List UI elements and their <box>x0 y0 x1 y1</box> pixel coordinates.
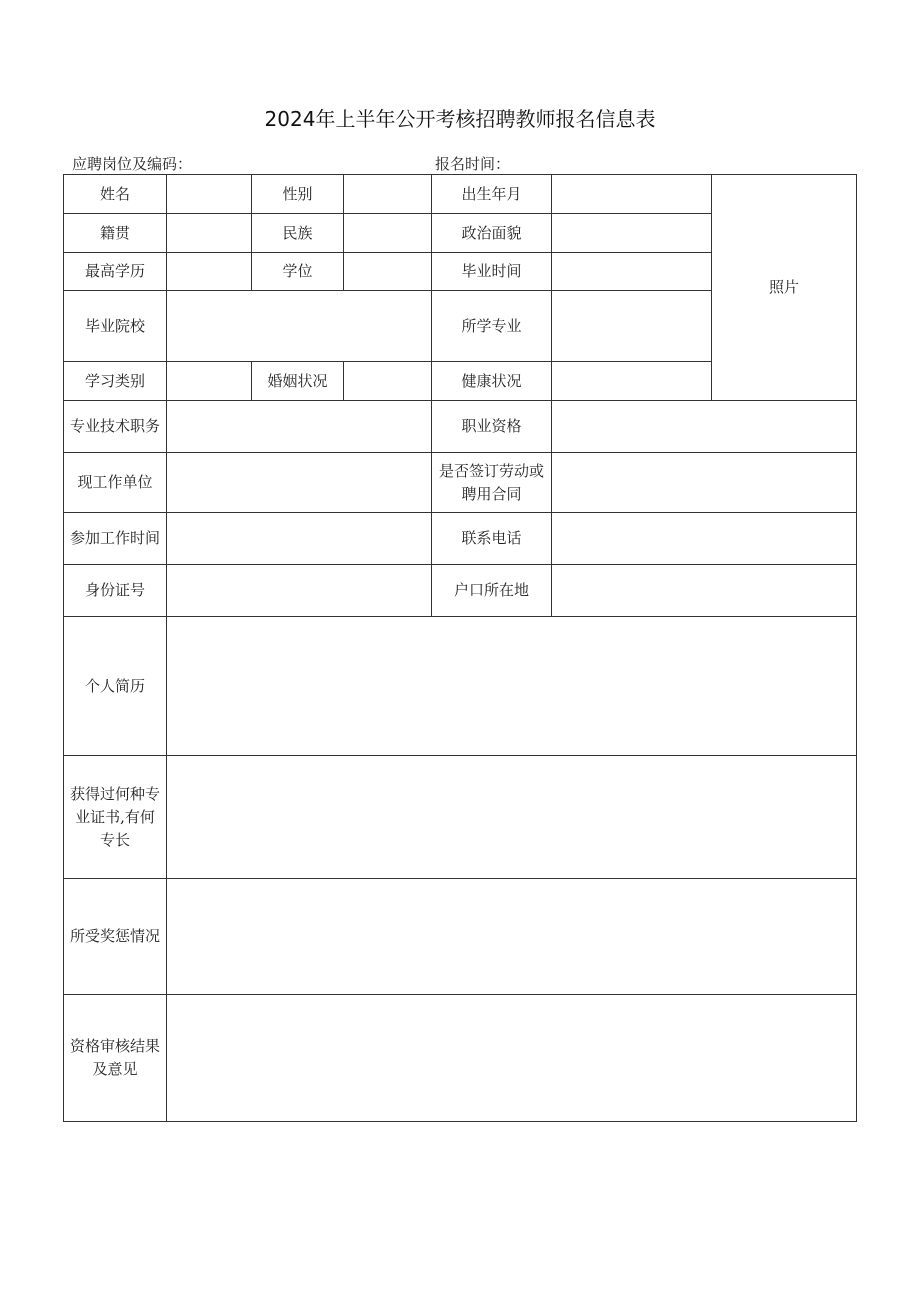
political-status-label: 政治面貌 <box>432 214 552 253</box>
professional-title-label: 专业技术职务 <box>64 401 167 453</box>
position-code-label: 应聘岗位及编码： <box>72 155 193 173</box>
native-place-field[interactable] <box>167 214 252 253</box>
resume-field[interactable] <box>167 617 857 756</box>
qualification-field[interactable] <box>552 401 857 453</box>
photo-cell[interactable] <box>712 175 857 401</box>
graduation-school-field[interactable] <box>167 291 432 362</box>
health-field[interactable] <box>552 362 712 401</box>
resume-label: 个人简历 <box>64 617 167 756</box>
labor-contract-field[interactable] <box>552 453 857 513</box>
photo-label: 照片 <box>768 278 799 296</box>
qualification-label: 职业资格 <box>432 401 552 453</box>
household-label: 户口所在地 <box>432 565 552 617</box>
household-field[interactable] <box>552 565 857 617</box>
political-status-field[interactable] <box>552 214 712 253</box>
birth-label: 出生年月 <box>432 175 552 214</box>
gender-field[interactable] <box>344 175 432 214</box>
phone-field[interactable] <box>552 513 857 565</box>
registration-form-table <box>63 174 857 1122</box>
degree-field[interactable] <box>344 253 432 291</box>
degree-label: 学位 <box>252 253 344 291</box>
education-label: 最高学历 <box>64 253 167 291</box>
study-type-field[interactable] <box>167 362 252 401</box>
page-title: 2024年上半年公开考核招聘教师报名信息表 <box>264 107 656 131</box>
study-type-label: 学习类别 <box>64 362 167 401</box>
current-employer-field[interactable] <box>167 453 432 513</box>
review-label: 资格审核结果及意见 <box>64 995 167 1122</box>
graduation-school-label: 毕业院校 <box>64 291 167 362</box>
education-field[interactable] <box>167 253 252 291</box>
birth-field[interactable] <box>552 175 712 214</box>
rewards-field[interactable] <box>167 879 857 995</box>
work-start-field[interactable] <box>167 513 432 565</box>
graduation-time-field[interactable] <box>552 253 712 291</box>
marital-status-label: 婚姻状况 <box>252 362 344 401</box>
native-place-label: 籍贯 <box>64 214 167 253</box>
rewards-label: 所受奖惩情况 <box>64 879 167 995</box>
phone-label: 联系电话 <box>432 513 552 565</box>
apply-time-label: 报名时间： <box>435 155 511 173</box>
labor-contract-label: 是否签订劳动或聘用合同 <box>432 453 552 513</box>
professional-title-field[interactable] <box>167 401 432 453</box>
marital-status-field[interactable] <box>344 362 432 401</box>
certificates-field[interactable] <box>167 756 857 879</box>
current-employer-label: 现工作单位 <box>64 453 167 513</box>
ethnicity-field[interactable] <box>344 214 432 253</box>
major-label: 所学专业 <box>432 291 552 362</box>
name-label: 姓名 <box>64 175 167 214</box>
health-label: 健康状况 <box>432 362 552 401</box>
major-field[interactable] <box>552 291 712 362</box>
id-number-label: 身份证号 <box>64 565 167 617</box>
name-field[interactable] <box>167 175 252 214</box>
ethnicity-label: 民族 <box>252 214 344 253</box>
graduation-time-label: 毕业时间 <box>432 253 552 291</box>
certificates-label: 获得过何种专业证书,有何专长 <box>64 756 167 879</box>
review-field[interactable] <box>167 995 857 1122</box>
work-start-label: 参加工作时间 <box>64 513 167 565</box>
gender-label: 性别 <box>252 175 344 214</box>
id-number-field[interactable] <box>167 565 432 617</box>
